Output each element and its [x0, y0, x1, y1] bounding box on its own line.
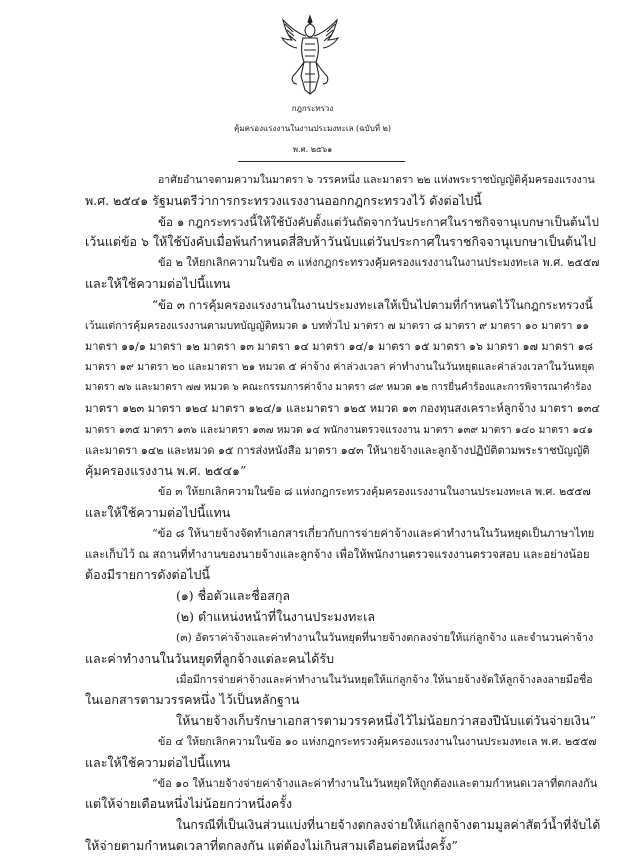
- body-line: ให้นายจ้างเก็บรักษาเอกสารตามวรรคหนึ่งไว้ไม่น้อยกว่าสองปีนับแต่วันจ่ายเงิน”: [176, 713, 596, 728]
- body-line: (๑) ชื่อตัวและชื่อสกุล: [176, 588, 291, 603]
- body-line: และมาตรา ๑๔๒ และหมวด ๑๕ การส่งหนังสือ มาตรา ๑๔๓ ให้นายจ้างและลูกจ้างปฏิบัติตามพระราชบัญญัติ: [85, 444, 590, 457]
- body-line: และให้ใช้ความต่อไปนี้แทน: [85, 755, 231, 770]
- body-line: และค่าทำงานในวันหยุดที่ลูกจ้างแต่ละคนได้รับ: [85, 651, 335, 666]
- decree-title: กฎกระทรวง: [291, 104, 334, 113]
- body-line: มาตรา ๗๖ และมาตรา ๗๗ หมวด ๖ คณะกรรมการค่าจ้าง มาตรา ๘๙ หมวด ๑๒ การยื่นคำร้องและการพิจารณาคำร้อง: [85, 382, 592, 393]
- decree-year: พ.ศ. ๒๕๖๑: [292, 145, 333, 154]
- body-line: “ข้อ ๘ ให้นายจ้างจัดทำเอกสารเกี่ยวกับการจ่ายค่าจ้างและค่าทำงานในวันหยุดเป็นภาษาไทย: [152, 527, 595, 540]
- body-line: ข้อ ๑ กฎกระทรวงนี้ให้ใช้บังคับตั้งแต่วันถัดจากวันประกาศในราชกิจจานุเบกษาเป็นต้นไป: [158, 215, 599, 229]
- body-line: (๒) ตำแหน่งหน้าที่ในงานประมงทะเล: [176, 609, 375, 624]
- body-line: และเก็บไว้ ณ สถานที่ทำงานของนายจ้างและลูกจ้าง เพื่อให้พนักงานตรวจแรงงานตรวจสอบ และอย่างน้อย: [85, 548, 590, 561]
- body-line: ข้อ ๓ ให้ยกเลิกความในข้อ ๘ แห่งกฎกระทรวงคุ้มครองแรงงานในงานประมงทะเล พ.ศ. ๒๕๕๗: [158, 485, 591, 498]
- body-line: ให้จ่ายตามกำหนดเวลาที่ตกลงกัน แต่ต้องไม่เกินสามเดือนต่อหนึ่งครั้ง”: [85, 838, 458, 853]
- body-line: และให้ใช้ความต่อไปนี้แทน: [85, 505, 231, 520]
- body-line: ข้อ ๔ ให้ยกเลิกความในข้อ ๑๐ แห่งกฎกระทรวงคุ้มครองแรงงานในงานประมงทะเล พ.ศ. ๒๕๕๗: [158, 735, 597, 748]
- title-divider: [238, 161, 405, 162]
- body-line: ข้อ ๒ ให้ยกเลิกความในข้อ ๓ แห่งกฎกระทรวงคุ้มครองแรงงานในงานประมงทะเล พ.ศ. ๒๕๕๗: [158, 256, 600, 269]
- body-line: มาตรา ๑๙ มาตรา ๒๐ และมาตรา ๒๑ หมวด ๕ ค่าจ้าง ค่าล่วงเวลา ค่าทำงานในวันหยุดและค่าล่วงเวลาในวันหยุด: [85, 361, 595, 373]
- body-line: พ.ศ. ๒๕๔๑ รัฐมนตรีว่าการกระทรวงแรงงานออกกฎกระทรวงไว้ ดังต่อไปนี้: [85, 193, 482, 208]
- body-line: เมื่อมีการจ่ายค่าจ้างและค่าทำงานในวันหยุดให้แก่ลูกจ้าง ให้นายจ้างจัดให้ลูกจ้างลงลายมือชื่อ: [176, 674, 593, 686]
- body-line: อาศัยอำนาจตามความในมาตรา ๖ วรรคหนึ่ง และมาตรา ๒๒ แห่งพระราชบัญญัติคุ้มครองแรงงาน: [158, 174, 595, 186]
- body-line: และให้ใช้ความต่อไปนี้แทน: [85, 276, 231, 291]
- body-line: แต่ให้จ่ายเดือนหนึ่งไม่น้อยกว่าหนึ่งครั้ง: [85, 796, 293, 811]
- body-line: คุ้มครองแรงงาน พ.ศ. ๒๕๔๑”: [85, 463, 247, 478]
- body-line: “ข้อ ๑๐ ให้นายจ้างจ่ายค่าจ้างและค่าทำงานในวันหยุดให้ถูกต้องและตามกำหนดเวลาที่ตกลงกัน: [152, 777, 598, 790]
- decree-subtitle: คุ้มครองแรงงานในงานประมงทะเล (ฉบับที่ ๒): [234, 124, 391, 133]
- body-line: ในเอกสารตามวรรคหนึ่ง ไว้เป็นหลักฐาน: [85, 692, 300, 707]
- body-line: เว้นแต่ข้อ ๖ ให้ใช้บังคับเมื่อพ้นกำหนดสี่สิบห้าวันนับแต่วันประกาศในราชกิจจานุเบกษาเป็นต้นไป: [85, 234, 596, 249]
- body-line: มาตรา ๑๒๓ มาตรา ๑๒๔ มาตรา ๑๒๔/๑ และมาตรา ๑๒๕ หมวด ๑๓ กองทุนสงเคราะห์ลูกจ้าง มาตรา ๑๓๔: [85, 402, 600, 415]
- body-line: ต้องมีรายการดังต่อไปนี้: [85, 567, 210, 582]
- body-line: มาตรา ๑๑/๑ มาตรา ๑๒ มาตรา ๑๓ มาตรา ๑๔ มาตรา ๑๔/๑ มาตรา ๑๕ มาตรา ๑๖ มาตรา ๑๗ มาตรา ๑๘: [85, 340, 594, 353]
- body-line: ในกรณีที่เป็นเงินส่วนแบ่งที่นายจ้างตกลงจ่ายให้แก่ลูกจ้างตามมูลค่าสัตว์น้ำที่จับได้: [176, 818, 601, 832]
- garuda-emblem-icon: [279, 14, 341, 96]
- body-line: “ข้อ ๓ การคุ้มครองแรงงานในงานประมงทะเลให้เป็นไปตามที่กำหนดไว้ในกฎกระทรวงนี้: [152, 298, 593, 312]
- body-line: (๓) อัตราค่าจ้างและค่าทำงานในวันหยุดที่นายจ้างตกลงจ่ายให้แก่ลูกจ้าง และจำนวนค่าจ้าง: [176, 631, 594, 644]
- body-line: มาตรา ๑๓๕ มาตรา ๑๓๖ และมาตรา ๑๓๗ หมวด ๑๔ พนักงานตรวจแรงงาน มาตรา ๑๓๙ มาตรา ๑๔๐ มาตรา ๑๔๑: [85, 424, 594, 436]
- body-line: เว้นแต่การคุ้มครองแรงงานตามบทบัญญัติหมวด ๑ บททั่วไป มาตรา ๗ มาตรา ๘ มาตรา ๙ มาตรา ๑๐ มาตรา ๑๑: [85, 320, 590, 332]
